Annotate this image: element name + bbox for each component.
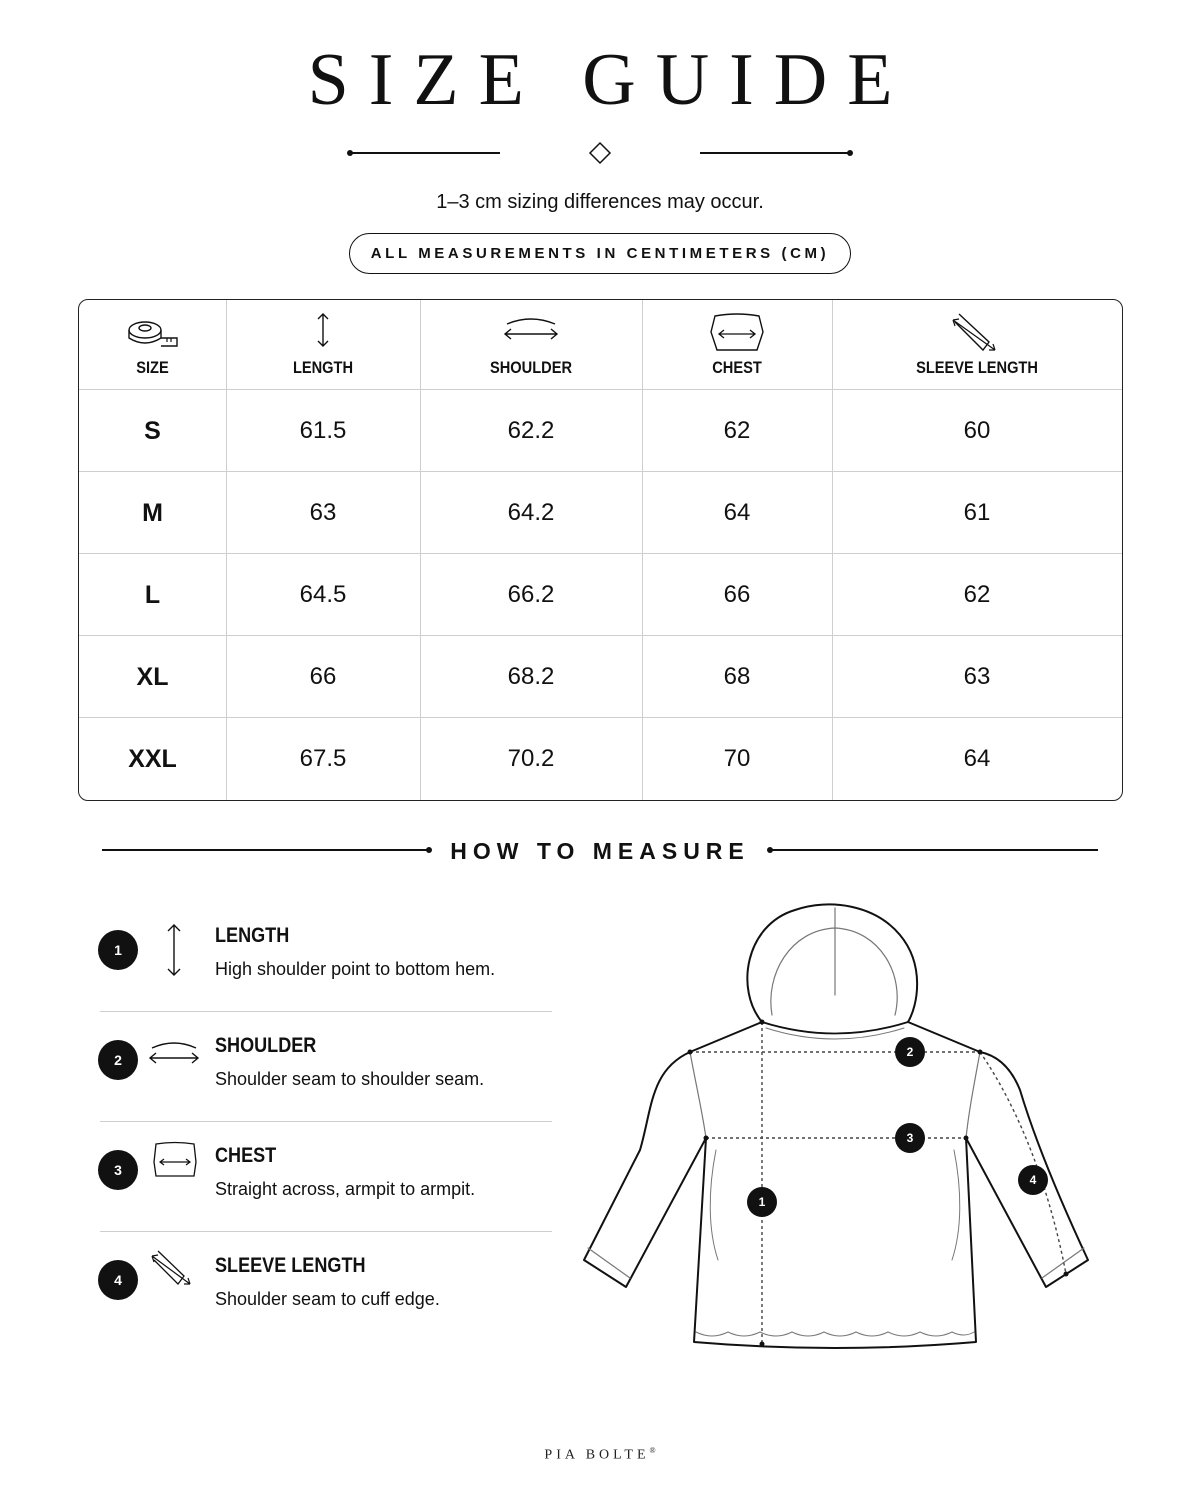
- table-cell-size: S: [144, 416, 161, 445]
- shoulder-arrow-icon: [501, 310, 561, 350]
- sleeve-arrow-icon: [947, 310, 1007, 354]
- page-title: SIZE GUIDE: [307, 39, 913, 121]
- chest-arrow-icon: [150, 1140, 200, 1180]
- step-number-badge: 4: [98, 1260, 138, 1300]
- table-cell: 61: [963, 499, 991, 526]
- column-header-chest: [642, 300, 832, 390]
- shoulder-arrow-icon: [148, 1038, 200, 1068]
- step-title: CHEST: [215, 1144, 277, 1167]
- hoodie-diagram: [570, 895, 1100, 1355]
- table-cell-size: M: [142, 498, 163, 527]
- table-cell: 63: [309, 499, 337, 526]
- step-title: LENGTH: [215, 924, 290, 947]
- diagram-marker-length: 1: [747, 1187, 777, 1217]
- ornament-line-right: [700, 152, 850, 154]
- ornament-line-left: [350, 152, 500, 154]
- table-cell: 68.2: [507, 663, 555, 690]
- divider: [100, 1231, 552, 1232]
- table-cell: 70.2: [507, 745, 555, 772]
- step-description: Shoulder seam to cuff edge.: [215, 1289, 440, 1309]
- step-description: Straight across, armpit to armpit.: [215, 1179, 476, 1199]
- step-title: SLEEVE LENGTH: [215, 1254, 366, 1277]
- column-label: SHOULDER: [489, 358, 573, 377]
- column-label: SLEEVE LENGTH: [916, 358, 1038, 377]
- step-number-badge: 3: [98, 1150, 138, 1190]
- column-header-length: [226, 300, 420, 390]
- table-cell: 64.2: [507, 499, 555, 526]
- chest-arrow-icon: [707, 310, 767, 354]
- table-cell: 62: [963, 581, 991, 608]
- sleeve-arrow-icon: [148, 1248, 194, 1288]
- vertical-arrow-icon: [163, 922, 185, 978]
- step-number-badge: 1: [98, 930, 138, 970]
- table-cell-size: XL: [136, 662, 169, 691]
- table-cell: 64: [723, 499, 751, 526]
- column-label: SIZE: [136, 358, 169, 377]
- step-description: Shoulder seam to shoulder seam.: [215, 1069, 485, 1089]
- diagram-marker-sleeve: 4: [1018, 1165, 1048, 1195]
- table-cell: 60: [963, 417, 991, 444]
- column-label: CHEST: [712, 358, 762, 377]
- table-cell: 66.2: [507, 581, 555, 608]
- vertical-arrow-icon: [313, 310, 333, 350]
- diagram-marker-chest: 3: [895, 1123, 925, 1153]
- ornament-dot-right: [847, 150, 853, 156]
- table-cell: 66: [309, 663, 337, 690]
- table-cell: 67.5: [299, 745, 347, 772]
- table-cell: 62.2: [507, 417, 555, 444]
- column-header-shoulder: [420, 300, 642, 390]
- table-cell: 66: [723, 581, 751, 608]
- step-description: High shoulder point to bottom hem.: [215, 959, 496, 979]
- divider: [100, 1121, 552, 1122]
- diamond-icon: [588, 141, 612, 165]
- registered-mark: ®: [649, 1446, 656, 1455]
- units-badge: ALL MEASUREMENTS IN CENTIMETERS (CM): [349, 233, 851, 274]
- table-cell-size: XXL: [128, 744, 177, 773]
- step-number-badge: 2: [98, 1040, 138, 1080]
- size-table: [78, 299, 1123, 801]
- brand-logo: [0, 1446, 1200, 1464]
- brand-name: PIA BOLTE: [544, 1447, 650, 1463]
- table-cell: 62: [723, 417, 751, 444]
- column-header-size: [79, 300, 226, 390]
- column-label: LENGTH: [292, 358, 354, 377]
- table-cell: 68: [723, 663, 751, 690]
- column-header-sleeve-length: [832, 300, 1122, 390]
- diagram-marker-shoulder: 2: [895, 1037, 925, 1067]
- divider: [100, 1011, 552, 1012]
- tape-measure-icon: [123, 310, 183, 350]
- table-cell: 61.5: [299, 417, 347, 444]
- step-title: SHOULDER: [215, 1034, 317, 1057]
- section-title: HOW TO MEASURE: [450, 838, 750, 864]
- table-cell: 70: [723, 745, 751, 772]
- table-cell-size: L: [144, 580, 161, 609]
- table-cell: 64: [963, 745, 991, 772]
- section-rule-right: [772, 849, 1098, 851]
- table-cell: 63: [963, 663, 991, 690]
- table-cell: 64.5: [299, 581, 347, 608]
- sizing-note: 1–3 cm sizing differences may occur.: [436, 191, 764, 213]
